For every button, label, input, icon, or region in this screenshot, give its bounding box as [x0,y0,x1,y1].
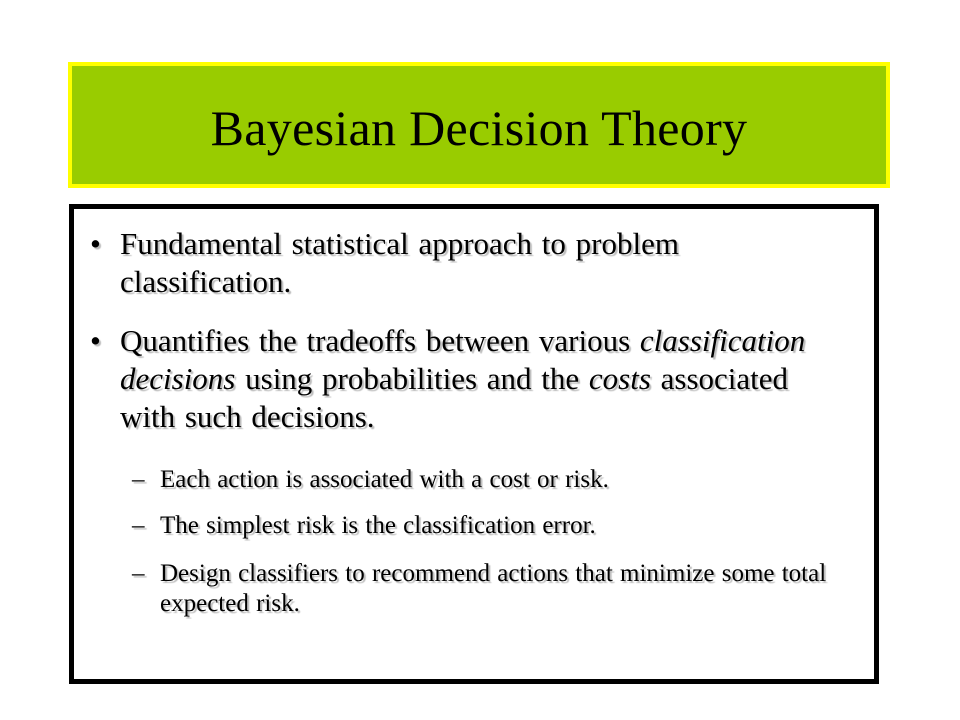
bullet-text-emphasis: classification decisions [120,323,806,396]
title-banner [68,62,890,188]
sub-bullet-item-3 [132,559,872,619]
bullet-text-segment: associated with such decisions. [120,361,789,434]
bullet-marker: • [90,323,101,358]
bullet-item-1 [90,225,850,301]
slide-title: Bayesian Decision Theory [210,100,748,156]
bullet-text [120,322,850,436]
sub-bullet-text: Design classifiers to recommend actions that minimize some total expected risk. [160,560,827,617]
sub-bullet-item-2 [132,511,872,541]
sub-bullet-text: The simplest risk is the classification error. [160,512,596,539]
sub-bullet-marker: – [132,512,145,539]
sub-bullet-marker: – [132,466,145,493]
bullet-text: Fundamental statistical approach to problem classification. [120,226,679,299]
content-panel [69,204,879,684]
sub-bullet-item-1 [132,465,872,495]
bullet-text-segment: using probabilities and the [235,361,589,396]
bullet-item-2 [90,322,850,436]
bullet-marker: • [90,226,101,261]
bullet-text-emphasis: costs [588,361,651,396]
sub-bullet-marker: – [132,560,145,587]
bullet-text-segment: Quantifies the tradeoffs between various [120,323,640,358]
sub-bullet-text: Each action is associated with a cost or risk. [160,466,609,493]
